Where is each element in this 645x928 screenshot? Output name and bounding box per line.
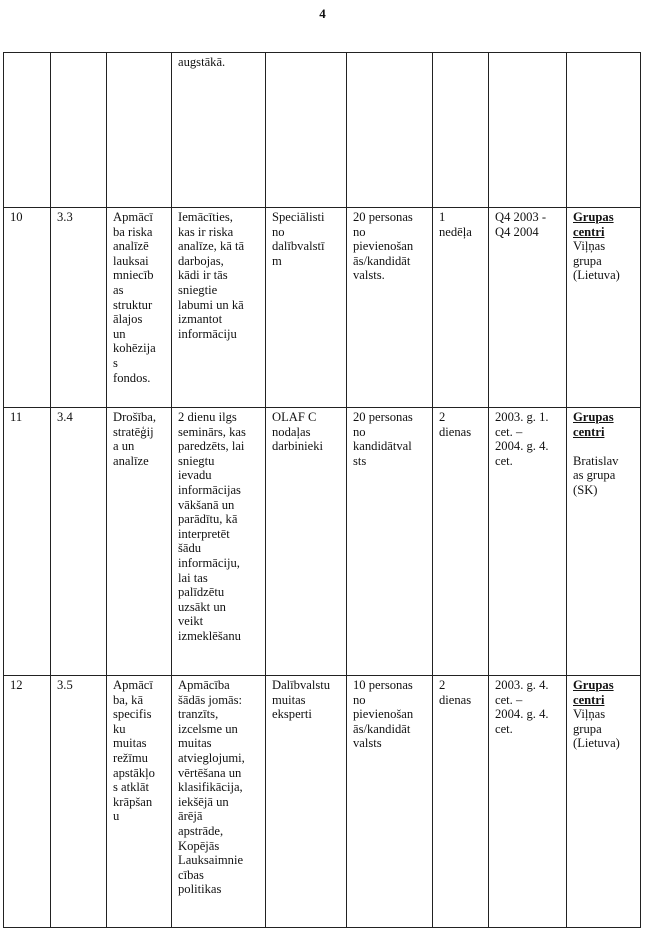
- cell-duration: [433, 53, 489, 208]
- cell-participants: Dalībvalstu muitas eksperti: [266, 676, 347, 928]
- table-row: [4, 408, 641, 676]
- cell-code: 3.3: [51, 208, 107, 408]
- cell-count: 20 personas no kandidātval sts: [347, 408, 433, 676]
- cell-number: [4, 53, 51, 208]
- cell-period: Q4 2003 - Q4 2004: [489, 208, 567, 408]
- table-row: [4, 676, 641, 928]
- cell-topic: [107, 53, 172, 208]
- place-name: Viļņas grupa (Lietuva): [573, 707, 620, 751]
- cell-participants: OLAF C nodaļas darbinieki: [266, 408, 347, 676]
- cell-topic: Apmācī ba, kā specifis ku muitas režīmu apstākļo s atklāt krāpšan u: [107, 676, 172, 928]
- cell-goal: augstākā.: [172, 53, 266, 208]
- cell-place: [567, 408, 641, 676]
- place-title: Grupas centri: [573, 678, 614, 707]
- cell-duration: 2 dienas: [433, 408, 489, 676]
- cell-duration: 1 nedēļa: [433, 208, 489, 408]
- cell-participants: [266, 53, 347, 208]
- cell-code: 3.5: [51, 676, 107, 928]
- place-title: Grupas centri: [573, 410, 614, 439]
- cell-goal: Iemācīties, kas ir riska analīze, kā tā darbojas, kādi ir tās sniegtie labumi un kā izmantot informāciju: [172, 208, 266, 408]
- table-row: [4, 208, 641, 408]
- cell-topic: Apmācī ba riska analīzē lauksai mniecīb as struktur ālajos un kohēzija s fondos.: [107, 208, 172, 408]
- place-title: Grupas centri: [573, 210, 614, 239]
- training-table: [3, 52, 641, 928]
- place-name: Viļņas grupa (Lietuva): [573, 239, 620, 283]
- cell-count: 10 personas no pievienošan ās/kandidāt valsts: [347, 676, 433, 928]
- cell-goal: Apmācība šādās jomās: tranzīts, izcelsme un muitas atvieglojumi, vērtēšana un klasifikācija, iekšējā un ārējā apstrāde, Kopējās Lauksaimnie cības politikas: [172, 676, 266, 928]
- cell-place: [567, 53, 641, 208]
- cell-topic: Drošība, stratēģij a un analīze: [107, 408, 172, 676]
- cell-count: 20 personas no pievienošan ās/kandidāt valsts.: [347, 208, 433, 408]
- page-number: 4: [319, 6, 326, 21]
- cell-count: [347, 53, 433, 208]
- cell-code: [51, 53, 107, 208]
- table-row: [4, 53, 641, 208]
- cell-period: 2003. g. 4. cet. – 2004. g. 4. cet.: [489, 676, 567, 928]
- cell-period: [489, 53, 567, 208]
- place-name: Bratislav as grupa (SK): [573, 453, 619, 497]
- cell-period: 2003. g. 1. cet. – 2004. g. 4. cet.: [489, 408, 567, 676]
- cell-place: [567, 208, 641, 408]
- cell-code: 3.4: [51, 408, 107, 676]
- cell-goal: 2 dienu ilgs seminārs, kas paredzēts, lai sniegtu ievadu informācijas vākšanā un parādītu, kā interpretēt šādu informāciju, lai tas palīdzētu uzsākt un veikt izmeklēšanu: [172, 408, 266, 676]
- cell-duration: 2 dienas: [433, 676, 489, 928]
- cell-place: [567, 676, 641, 928]
- cell-participants: Speciālisti no dalībvalstī m: [266, 208, 347, 408]
- cell-number: 11: [4, 408, 51, 676]
- cell-number: 12: [4, 676, 51, 928]
- cell-number: 10: [4, 208, 51, 408]
